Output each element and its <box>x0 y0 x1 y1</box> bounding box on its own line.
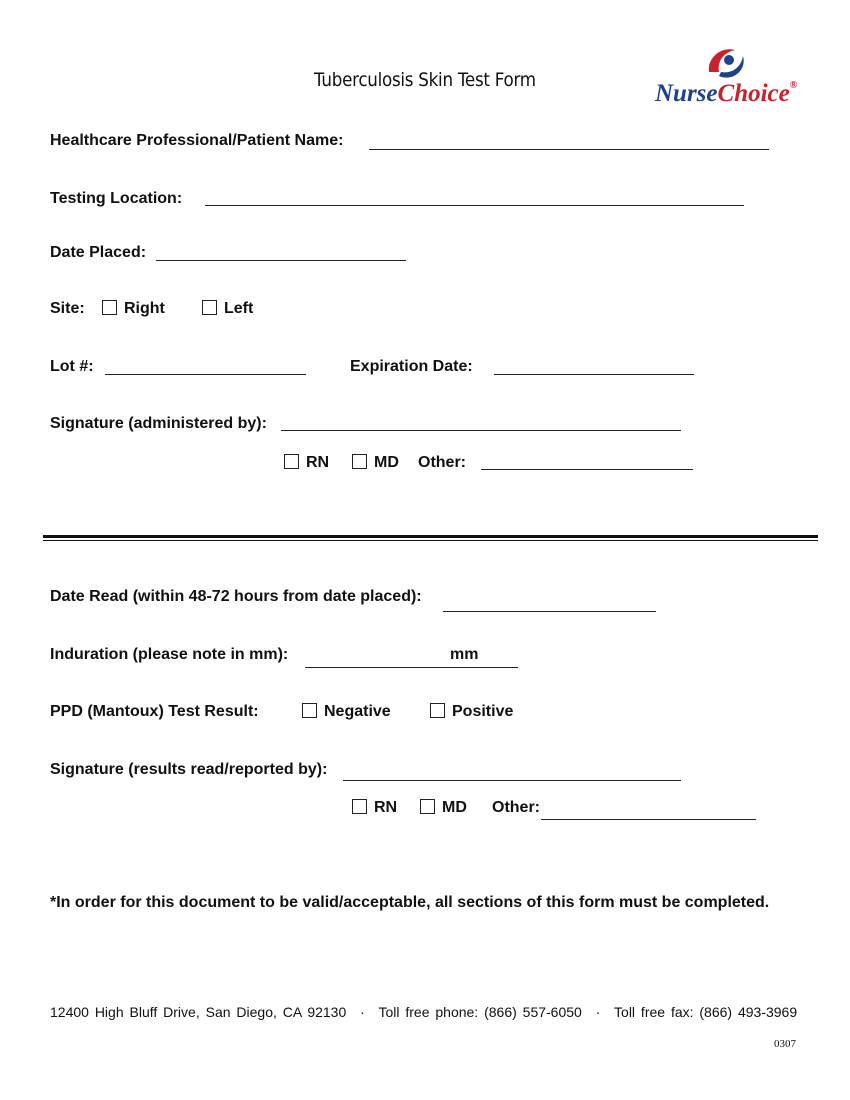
completion-notice: *In order for this document to be valid/acceptable, all sections of this form must be completed. <box>50 894 770 911</box>
section-divider-thick <box>43 535 818 538</box>
date-read-label: Date Read (within 48-72 hours from date placed): <box>50 588 422 605</box>
ppd-negative-checkbox[interactable] <box>302 703 317 718</box>
signature-administered-field[interactable] <box>281 430 681 431</box>
admin-md-label: MD <box>374 454 399 471</box>
page-title: Tuberculosis Skin Test Form <box>314 69 536 91</box>
induration-label: Induration (please note in mm): <box>50 646 289 663</box>
ppd-positive-label: Positive <box>452 703 514 720</box>
date-read-field[interactable] <box>443 611 656 612</box>
expiration-date-label: Expiration Date: <box>350 358 473 375</box>
footer-separator: · <box>595 1004 601 1020</box>
ppd-result-label: PPD (Mantoux) Test Result: <box>50 703 259 720</box>
signature-read-label: Signature (results read/reported by): <box>50 761 328 778</box>
testing-location-label: Testing Location: <box>50 190 183 207</box>
testing-location-field[interactable] <box>205 205 744 206</box>
nursechoice-logo <box>655 42 805 112</box>
lot-number-field[interactable] <box>105 374 306 375</box>
date-placed-field[interactable] <box>156 260 406 261</box>
form-code: 0307 <box>774 1038 796 1050</box>
ppd-negative-label: Negative <box>324 703 391 720</box>
expiration-date-field[interactable] <box>494 374 694 375</box>
read-rn-label: RN <box>374 799 398 816</box>
read-md-checkbox[interactable] <box>420 799 435 814</box>
read-rn-checkbox[interactable] <box>352 799 367 814</box>
logo-registered-mark: ® <box>789 80 798 91</box>
patient-name-field[interactable] <box>369 149 769 150</box>
section-divider-thin <box>43 540 818 541</box>
admin-other-field[interactable] <box>481 469 693 470</box>
date-placed-label: Date Placed: <box>50 244 147 261</box>
admin-other-label: Other: <box>418 454 466 471</box>
site-left-label: Left <box>224 300 254 317</box>
site-left-checkbox[interactable] <box>202 300 217 315</box>
site-label: Site: <box>50 300 85 317</box>
logo-word-choice: Choice <box>717 80 790 107</box>
footer-fax: Toll free fax: (866) 493-3969 <box>614 1004 798 1020</box>
footer-phone: Toll free phone: (866) 557-6050 <box>378 1004 582 1020</box>
footer-contact <box>50 1004 797 1020</box>
logo-word-nurse: Nurse <box>655 80 718 107</box>
admin-md-checkbox[interactable] <box>352 454 367 469</box>
lot-number-label: Lot #: <box>50 358 94 375</box>
site-right-label: Right <box>124 300 165 317</box>
admin-rn-checkbox[interactable] <box>284 454 299 469</box>
patient-name-label: Healthcare Professional/Patient Name: <box>50 132 344 149</box>
read-other-label: Other: <box>492 799 540 816</box>
read-other-field[interactable] <box>541 819 756 820</box>
logo-wordmark <box>655 80 797 108</box>
admin-rn-label: RN <box>306 454 330 471</box>
footer-address: 12400 High Bluff Drive, San Diego, CA 92130 <box>50 1004 347 1020</box>
ppd-positive-checkbox[interactable] <box>430 703 445 718</box>
site-right-checkbox[interactable] <box>102 300 117 315</box>
footer-separator: · <box>360 1004 365 1020</box>
induration-unit: mm <box>450 646 479 663</box>
read-md-label: MD <box>442 799 467 816</box>
logo-swirl-icon <box>703 42 749 84</box>
signature-administered-label: Signature (administered by): <box>50 415 267 432</box>
signature-read-field[interactable] <box>343 780 681 781</box>
induration-field[interactable] <box>305 667 518 668</box>
